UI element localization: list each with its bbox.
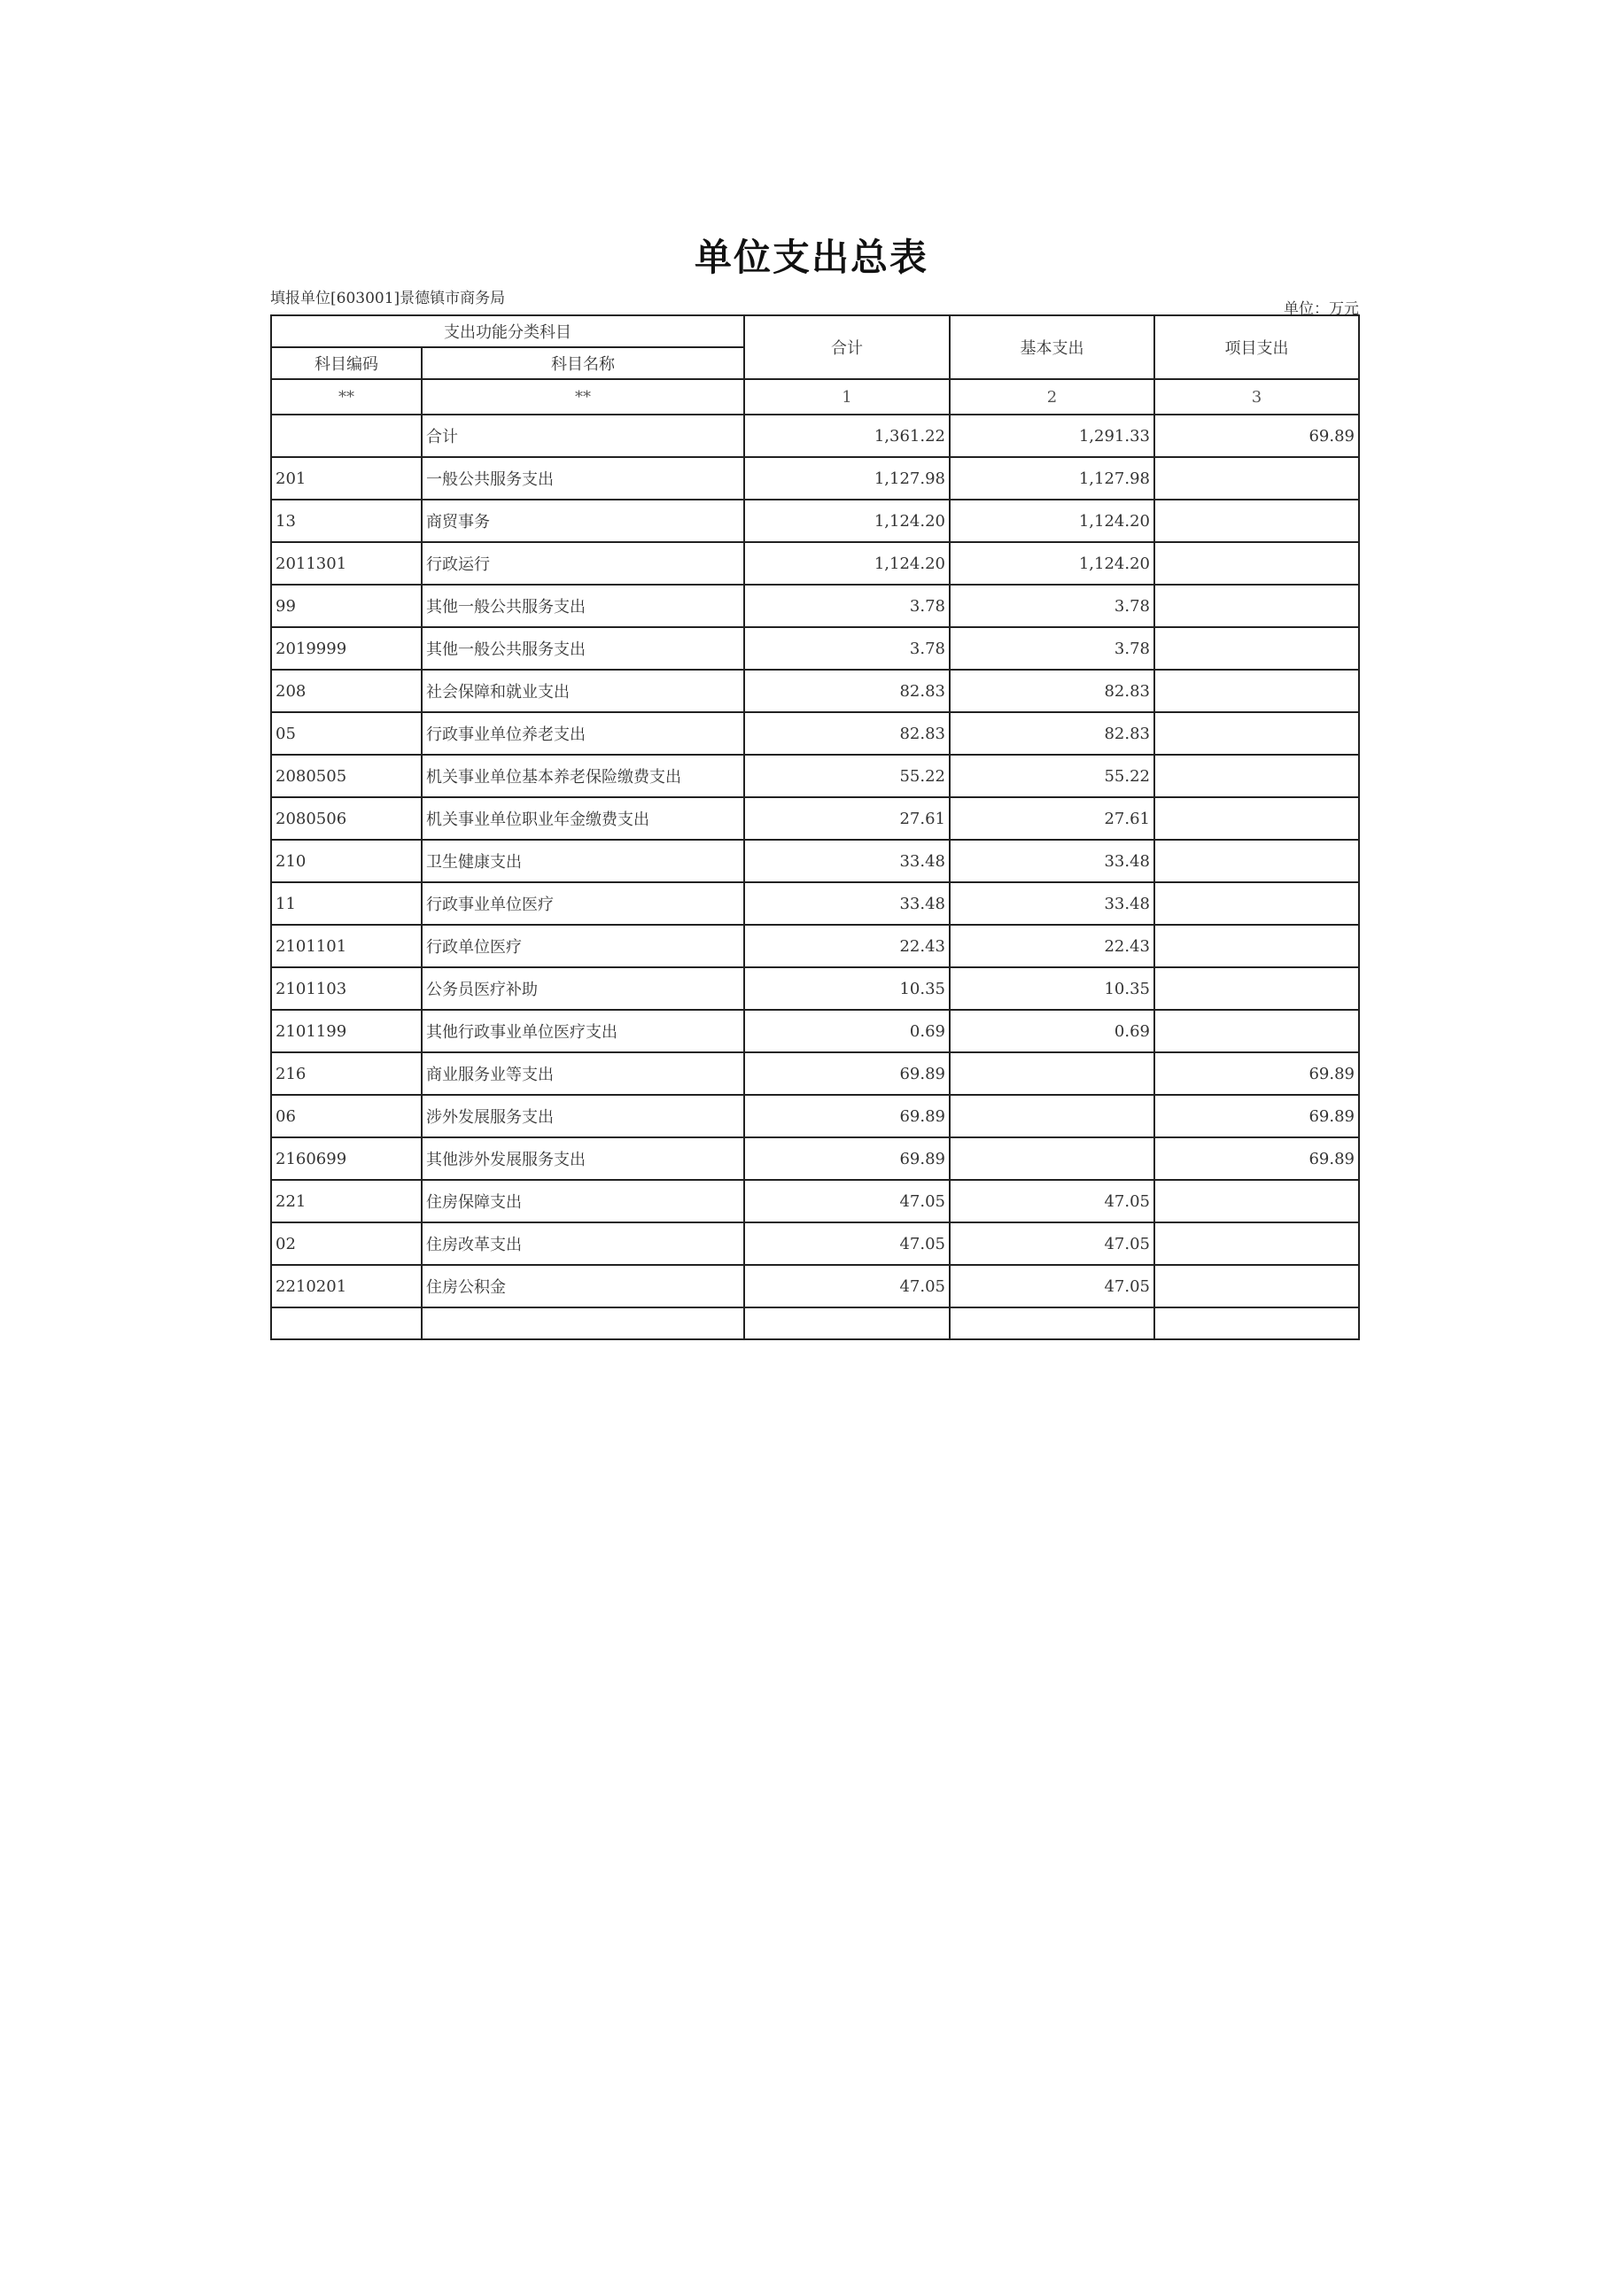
subject-name-cell: 涉外发展服务支出 <box>422 1095 744 1137</box>
subject-code-cell: 208 <box>271 670 422 712</box>
table-row <box>271 925 1359 967</box>
subject-name-cell: 行政事业单位医疗 <box>422 882 744 925</box>
total-cell: 47.05 <box>744 1265 950 1307</box>
project-expenditure-cell: 69.89 <box>1154 1095 1359 1137</box>
table-row <box>271 500 1359 542</box>
subject-code-cell: 210 <box>271 840 422 882</box>
project-expenditure-cell <box>1154 457 1359 500</box>
reporting-unit: 填报单位[603001]景德镇市商务局 <box>270 290 506 307</box>
project-expenditure-cell <box>1154 500 1359 542</box>
total-cell: 1,124.20 <box>744 542 950 585</box>
subject-code-cell: 2210201 <box>271 1265 422 1307</box>
subject-code-cell: 2101103 <box>271 967 422 1010</box>
basic-expenditure-cell: 47.05 <box>950 1222 1154 1265</box>
index-cell: 1 <box>744 379 950 415</box>
basic-expenditure-cell: 82.83 <box>950 712 1154 755</box>
table-row <box>271 627 1359 670</box>
table-row <box>271 967 1359 1010</box>
total-cell: 22.43 <box>744 925 950 967</box>
table-row <box>271 755 1359 797</box>
basic-expenditure-cell: 33.48 <box>950 882 1154 925</box>
subject-code-cell: 2101199 <box>271 1010 422 1052</box>
total-cell: 3.78 <box>744 627 950 670</box>
subject-name-cell: 一般公共服务支出 <box>422 457 744 500</box>
empty-row <box>271 1307 1359 1339</box>
subject-name-cell: 其他一般公共服务支出 <box>422 585 744 627</box>
subject-code-cell: 2101101 <box>271 925 422 967</box>
total-cell: 55.22 <box>744 755 950 797</box>
table-row <box>271 1222 1359 1265</box>
empty-cell <box>422 1307 744 1339</box>
subject-code-cell: 06 <box>271 1095 422 1137</box>
project-expenditure-cell <box>1154 712 1359 755</box>
subject-name-cell: 公务员医疗补助 <box>422 967 744 1010</box>
table-row <box>271 882 1359 925</box>
subject-code-cell: 201 <box>271 457 422 500</box>
total-cell: 33.48 <box>744 882 950 925</box>
subject-code-cell <box>271 415 422 457</box>
basic-expenditure-cell: 33.48 <box>950 840 1154 882</box>
subject-name-cell: 商业服务业等支出 <box>422 1052 744 1095</box>
project-expenditure-cell <box>1154 755 1359 797</box>
project-expenditure-cell <box>1154 967 1359 1010</box>
basic-expenditure-cell: 3.78 <box>950 627 1154 670</box>
project-expenditure-cell <box>1154 882 1359 925</box>
total-cell: 10.35 <box>744 967 950 1010</box>
basic-expenditure-cell: 47.05 <box>950 1180 1154 1222</box>
empty-cell <box>271 1307 422 1339</box>
subject-code-cell: 2080505 <box>271 755 422 797</box>
unit-label: 单位：万元 <box>1284 300 1359 318</box>
table-row <box>271 1052 1359 1095</box>
table-row <box>271 542 1359 585</box>
table-row <box>271 415 1359 457</box>
subject-code-cell: 216 <box>271 1052 422 1095</box>
subject-code-cell: 2011301 <box>271 542 422 585</box>
basic-expenditure-cell: 82.83 <box>950 670 1154 712</box>
subject-code-cell: 2160699 <box>271 1137 422 1180</box>
subject-code-cell: 99 <box>271 585 422 627</box>
subject-code-cell: 11 <box>271 882 422 925</box>
basic-expenditure-cell <box>950 1052 1154 1095</box>
subject-code-cell: 2019999 <box>271 627 422 670</box>
basic-expenditure-cell: 1,124.20 <box>950 500 1154 542</box>
total-cell: 1,127.98 <box>744 457 950 500</box>
project-expenditure-cell <box>1154 1222 1359 1265</box>
index-cell: 3 <box>1154 379 1359 415</box>
project-expenditure-cell: 69.89 <box>1154 415 1359 457</box>
project-expenditure-cell <box>1154 797 1359 840</box>
total-cell: 3.78 <box>744 585 950 627</box>
subject-name-cell: 其他涉外发展服务支出 <box>422 1137 744 1180</box>
table-row <box>271 797 1359 840</box>
basic-expenditure-cell: 1,127.98 <box>950 457 1154 500</box>
header-project-expenditure: 项目支出 <box>1154 315 1359 379</box>
total-cell: 1,361.22 <box>744 415 950 457</box>
header-subject-name: 科目名称 <box>422 347 744 379</box>
basic-expenditure-cell: 27.61 <box>950 797 1154 840</box>
basic-expenditure-cell: 1,124.20 <box>950 542 1154 585</box>
table-row <box>271 585 1359 627</box>
empty-cell <box>950 1307 1154 1339</box>
subject-name-cell: 机关事业单位基本养老保险缴费支出 <box>422 755 744 797</box>
subject-code-cell: 2080506 <box>271 797 422 840</box>
expenditure-table <box>270 314 1360 1340</box>
project-expenditure-cell <box>1154 1180 1359 1222</box>
subject-name-cell: 其他行政事业单位医疗支出 <box>422 1010 744 1052</box>
subject-name-cell: 行政事业单位养老支出 <box>422 712 744 755</box>
page-title: 单位支出总表 <box>694 236 928 279</box>
subject-name-cell: 卫生健康支出 <box>422 840 744 882</box>
index-row <box>271 379 1359 415</box>
index-cell: 2 <box>950 379 1154 415</box>
subject-code-cell: 221 <box>271 1180 422 1222</box>
project-expenditure-cell <box>1154 585 1359 627</box>
subject-name-cell: 合计 <box>422 415 744 457</box>
table-row <box>271 457 1359 500</box>
total-cell: 33.48 <box>744 840 950 882</box>
basic-expenditure-cell: 10.35 <box>950 967 1154 1010</box>
subject-name-cell: 住房改革支出 <box>422 1222 744 1265</box>
table-row <box>271 840 1359 882</box>
table-row <box>271 1180 1359 1222</box>
project-expenditure-cell: 69.89 <box>1154 1052 1359 1095</box>
subject-name-cell: 住房保障支出 <box>422 1180 744 1222</box>
subject-code-cell: 13 <box>271 500 422 542</box>
header-total: 合计 <box>744 315 950 379</box>
total-cell: 27.61 <box>744 797 950 840</box>
project-expenditure-cell <box>1154 925 1359 967</box>
header-subject-code: 科目编码 <box>271 347 422 379</box>
table-body <box>271 415 1359 1339</box>
subject-name-cell: 机关事业单位职业年金缴费支出 <box>422 797 744 840</box>
project-expenditure-cell <box>1154 627 1359 670</box>
basic-expenditure-cell: 1,291.33 <box>950 415 1154 457</box>
index-cell: ** <box>271 379 422 415</box>
total-cell: 47.05 <box>744 1180 950 1222</box>
basic-expenditure-cell: 55.22 <box>950 755 1154 797</box>
table-row <box>271 1265 1359 1307</box>
total-cell: 82.83 <box>744 712 950 755</box>
empty-cell <box>1154 1307 1359 1339</box>
basic-expenditure-cell: 0.69 <box>950 1010 1154 1052</box>
basic-expenditure-cell: 47.05 <box>950 1265 1154 1307</box>
subject-name-cell: 行政单位医疗 <box>422 925 744 967</box>
total-cell: 69.89 <box>744 1052 950 1095</box>
subject-name-cell: 住房公积金 <box>422 1265 744 1307</box>
subject-name-cell: 行政运行 <box>422 542 744 585</box>
subject-name-cell: 其他一般公共服务支出 <box>422 627 744 670</box>
project-expenditure-cell <box>1154 670 1359 712</box>
table-row <box>271 670 1359 712</box>
index-cell: ** <box>422 379 744 415</box>
total-cell: 69.89 <box>744 1095 950 1137</box>
table-row <box>271 1137 1359 1180</box>
total-cell: 69.89 <box>744 1137 950 1180</box>
table-row <box>271 1010 1359 1052</box>
total-cell: 0.69 <box>744 1010 950 1052</box>
subject-code-cell: 02 <box>271 1222 422 1265</box>
project-expenditure-cell <box>1154 1265 1359 1307</box>
total-cell: 82.83 <box>744 670 950 712</box>
table-row <box>271 1095 1359 1137</box>
basic-expenditure-cell: 22.43 <box>950 925 1154 967</box>
project-expenditure-cell: 69.89 <box>1154 1137 1359 1180</box>
basic-expenditure-cell <box>950 1095 1154 1137</box>
total-cell: 1,124.20 <box>744 500 950 542</box>
basic-expenditure-cell <box>950 1137 1154 1180</box>
table-row <box>271 712 1359 755</box>
empty-cell <box>744 1307 950 1339</box>
project-expenditure-cell <box>1154 1010 1359 1052</box>
basic-expenditure-cell: 3.78 <box>950 585 1154 627</box>
subject-name-cell: 社会保障和就业支出 <box>422 670 744 712</box>
subject-name-cell: 商贸事务 <box>422 500 744 542</box>
project-expenditure-cell <box>1154 840 1359 882</box>
header-basic-expenditure: 基本支出 <box>950 315 1154 379</box>
project-expenditure-cell <box>1154 542 1359 585</box>
subject-code-cell: 05 <box>271 712 422 755</box>
total-cell: 47.05 <box>744 1222 950 1265</box>
header-group-functional-classification: 支出功能分类科目 <box>271 315 744 347</box>
